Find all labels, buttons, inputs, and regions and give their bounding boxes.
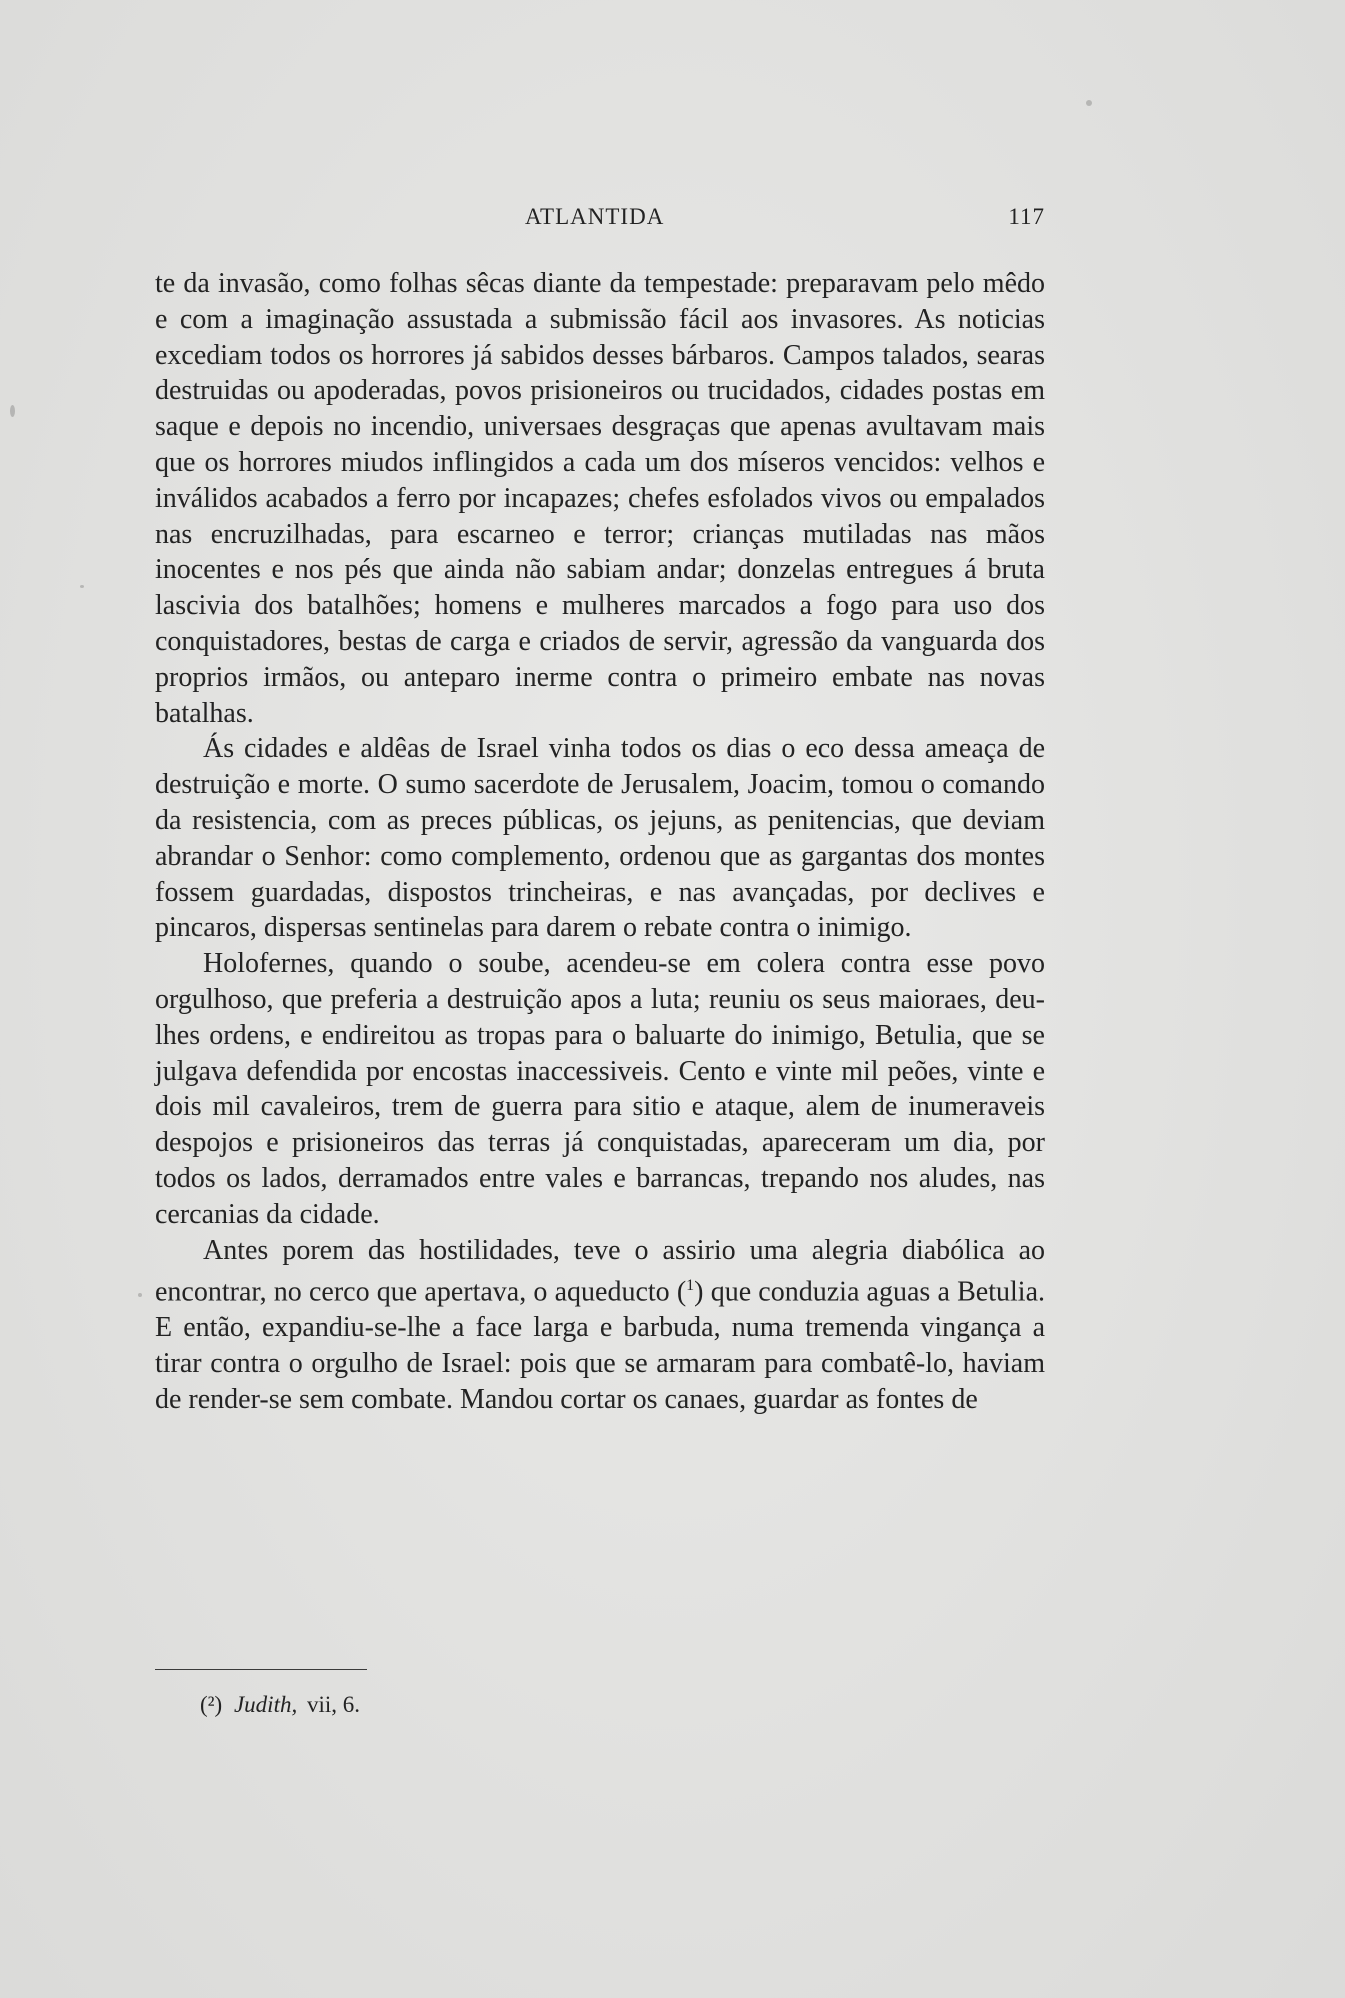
paragraph-4: [155, 1233, 1045, 1418]
paragraph-3: Holofernes, quando o soube, acendeu-se em colera contra esse povo orgulhoso, que preferia a destruição apos a luta; reuniu os seus maioraes, deu-lhes ordens, e endireitou as tropas para o baluarte do inimigo, Betulia, que se julgava defendida por encostas inaccessiveis. Cento e vinte mil peões, vinte e dois mil cavaleiros, trem de guerra para sitio e ataque, alem de inumeraveis despojos e prisioneiros das terras já conquistadas, apareceram um dia, por todos os lados, derramados entre vales e barrancas, trepando nos aludes, nas cercanias da cidade.: [155, 948, 1045, 1230]
page-number: 117: [1008, 204, 1045, 229]
body-text: [155, 266, 1045, 1418]
footnote-marker: (²): [200, 1692, 223, 1717]
paper-speck: [80, 585, 84, 588]
paper-speck: [1086, 100, 1092, 106]
paragraph-4-text-before-note: Antes porem das hostilidades, teve o assirio uma alegria diabólica ao encontrar, no cerco que apertava, o aqueducto (: [155, 1234, 1045, 1308]
paragraph-4-text-after-note: ) que conduzia aguas a Betulia. E então, expandiu-se-lhe a face larga e barbuda, numa tremenda vingança a tirar contra o orgulho de Israel: pois que se armaram para combatê-lo, haviam de render-se sem combate. Mandou cortar os canaes, guardar as fontes de: [155, 1276, 1045, 1416]
footnote-reference: vii, 6.: [306, 1692, 360, 1717]
paragraph-2: Ás cidades e aldêas de Israel vinha todos os dias o eco dessa ameaça de destruição e morte. O sumo sacerdote de Jerusalem, Joacim, tomou o comando da resistencia, com as preces públicas, os jejuns, as penitencias, que deviam abrandar o Senhor: como complemento, ordenou que as gargantas dos montes fossem guardadas, dispostos trincheiras, e nas avançadas, por declives e pincaros, dispersas sentinelas para darem o rebate contra o inimigo.: [155, 733, 1045, 944]
paper-speck: [138, 1293, 142, 1297]
paragraph-1: te da invasão, como folhas sêcas diante da tempestade: preparavam pelo mêdo e com a imaginação assustada a submissão fácil aos invasores. As noticias excediam todos os horrores já sabidos desses bárbaros. Campos talados, searas destruidas ou apoderadas, povos prisioneiros ou trucidados, cidades postas em saque e depois no incendio, universaes desgraças que apenas avultavam mais que os horrores miudos inflingidos a cada um dos míseros vencidos: velhos e inválidos acabados a ferro por incapazes; chefes esfolados vivos ou empalados nas encruzilhadas, para escarneo e terror; crianças mutiladas nas mãos inocentes e nos pés que ainda não sabiam andar; donzelas entregues á bruta lascivia dos batalhões; homens e mulheres marcados a fogo para uso dos conquistadores, bestas de carga e criados de servir, agressão da vanguarda dos proprios irmãos, ou anteparo inerme contra o primeiro embate nas novas batalhas.: [155, 268, 1045, 729]
running-title: ATLANTIDA: [525, 204, 665, 229]
footnote: [200, 1690, 360, 1720]
footnote-source: Judith,: [233, 1692, 298, 1717]
paper-speck: [10, 405, 15, 417]
footnote-reference-marker: 1: [686, 1277, 695, 1295]
footnote-rule: [155, 1669, 367, 1670]
running-head: [155, 204, 1045, 234]
